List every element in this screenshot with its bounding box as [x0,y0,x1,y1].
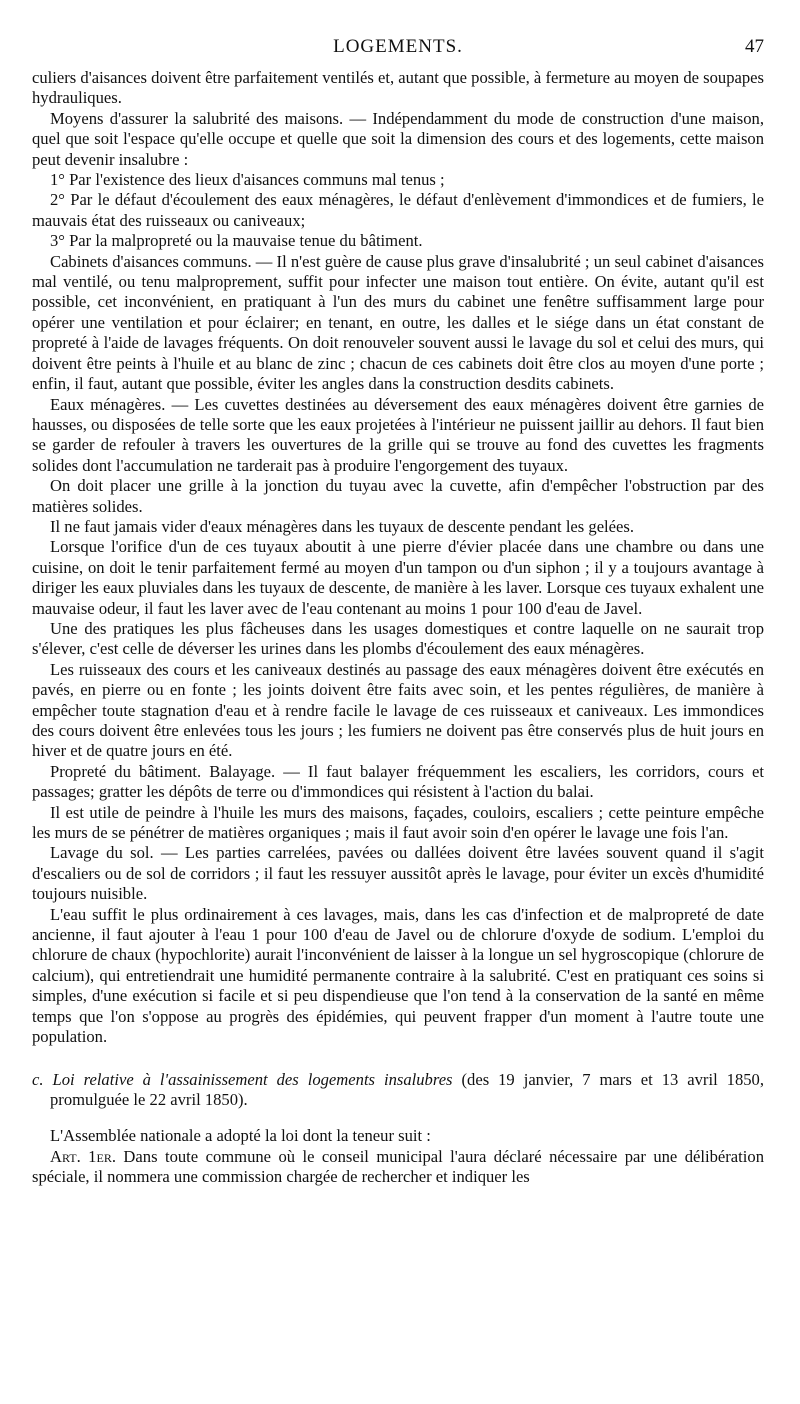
section-gap [32,1110,764,1126]
law-title [32,1070,764,1111]
law-label: c. [32,1069,44,1089]
page-header [32,36,764,68]
paragraph: 1° Par l'existence des lieux d'aisances communs mal tenus ; [50,170,445,190]
section-gap [32,1048,764,1070]
law-title-rest: (des 19 janvier, 7 mars et 13 avril 1850, promulguée le 22 avril 1850). [50,1069,764,1109]
paragraph: On doit placer une grille à la jonction du tuyau avec la cuvette, afin d'empêcher l'obstruction par des matières solides. [32,476,764,516]
paragraph: 3° Par la malpropreté ou la mauvaise tenue du bâtiment. [50,231,423,251]
paragraph: Lorsque l'orifice d'un de ces tuyaux aboutit à une pierre d'évier placée dans une chambre ou dans une cuisine, on doit le tenir parfaitement fermé au moyen d'un tampon ou d'un siphon ; il y a toujours avantage à diriger les eaux pluviales dans les tuyaux de descente, de manière à les laver. Lorsque ces tuyaux exhalent une mauvaise odeur, il faut les laver avec de l'eau contenant au moins 1 pour 100 d'eau de Javel. [32,537,764,618]
running-title: LOGEMENTS. [333,36,463,57]
paragraph: Il est utile de peindre à l'huile les murs des maisons, façades, couloirs, escaliers ; cette peinture empêche les murs de se pénétrer de matières organiques ; mais il faut avoir soin d'en opérer le lavage une fois l'an. [32,802,764,843]
paragraph: Il ne faut jamais vider d'eaux ménagères dans les tuyaux de descente pendant les gelées. [50,516,635,536]
law-title-italic: Loi relative à l'assainissement des logements insalubres [52,1069,453,1089]
paragraph: L'eau suffit le plus ordinairement à ces lavages, mais, dans les cas d'infection et de malpropreté de date ancienne, il faut ajouter à l'eau 1 pour 100 d'eau de Javel ou de chlorure d'oxyde de sodium. L'emploi du chlorure de chaux (hypochlorite) aurait l'inconvénient de laisser à la longue un sel hygroscopique (chlorure de calcium), qui entretiendrait une humidité permanente contraire à la salubrité. C'est en pratiquant ces soins si simples, d'une exécution si facile et si peu dispendieuse que l'on tend à la conservation de la santé en même temps que l'on s'oppose au progrès des épidémies, qui peuvent frapper d'un moment à l'autre toute une population. [32,904,764,1047]
article-paragraph [32,1147,764,1188]
paragraph: Cabinets d'aisances communs. — Il n'est guère de cause plus grave d'insalubrité ; un seul cabinet d'aisances mal ventilé, ou tenu malproprement, suffit pour infecter une maison tout entière. On évite, autant qu'il est possible, cet inconvénient, en pratiquant à l'un des murs du cabinet une fenêtre suffisamment large pour opérer une ventilation et pour éclairer; en tenant, en outre, les dalles et le siége dans un état constant de propreté à l'aide de lavages fréquents. On doit renouveler souvent aussi le lavage du sol et celui des murs, qui doivent être peints à l'huile et au blanc de zinc ; chacun de ces cabinets doit être clos au moyen d'une porte ; enfin, il faut, autant que possible, éviter les angles dans la construction desdits cabinets. [32,251,764,394]
paragraph: Eaux ménagères. — Les cuvettes destinées au déversement des eaux ménagères doivent être garnies de hausses, ou disposées de telle sorte que les eaux projetées à l'intérieur ne puissent jaillir au dehors. Il faut bien se garder de refouler à travers les ouvertures de la grille qui se trouve au fond des cuvettes les fragments solides dont l'accumulation ne tarderait pas à produire l'engorgement des tuyaux. [32,394,764,475]
paragraph: Lavage du sol. — Les parties carrelées, pavées ou dallées doivent être lavées souvent quand il s'agit d'escaliers ou de sol de corridors ; il faut les ressuyer aussitôt après le lavage, pour éviter un excès d'humidité toujours nuisible. [32,843,764,904]
document-page [32,36,764,1188]
article-label: Art. 1er. [50,1146,116,1166]
closing-text [32,1126,764,1187]
paragraph: culiers d'aisances doivent être parfaitement ventilés et, autant que possible, à fermeture au moyen de soupapes hydrauliques. [32,68,764,108]
paragraph: Propreté du bâtiment. Balayage. — Il faut balayer fréquemment les escaliers, les corridors, cours et passages; gratter les dépôts de terre ou d'immondices qui résistent à l'action du balai. [32,761,764,802]
page-number: 47 [745,36,764,57]
paragraph: Les ruisseaux des cours et les caniveaux destinés au passage des eaux ménagères doivent être exécutés en pavés, en pierre ou en fonte ; les joints doivent être faits avec soin, et les pentes régulières, de manière à empêcher toute stagnation d'eau et à rendre facile le lavage de ces ruisseaux et caniveaux. Les immondices des cours doivent être enlevées tous les jours ; les fumiers ne doivent pas être conservés plus de huit jours en hiver et de quatre jours en été. [32,659,764,761]
paragraph: Une des pratiques les plus fâcheuses dans les usages domestiques et contre laquelle on ne saurait trop s'élever, c'est celle de déverser les urines dans les plombs d'écoulement des eaux ménagères. [32,618,764,659]
paragraph: 2° Par le défaut d'écoulement des eaux ménagères, le défaut d'enlèvement d'immondices et de fumiers, le mauvais état des ruisseaux ou caniveaux; [32,190,764,230]
body-text [32,68,764,1048]
paragraph: Moyens d'assurer la salubrité des maisons. — Indépendamment du mode de construction d'une maison, quel que soit l'espace qu'elle occupe et quelle que soit la dimension des cours et des logements, cette maison peut devenir insalubre : [32,108,764,169]
article-text: Dans toute commune où le conseil municipal l'aura déclaré nécessaire par une délibération spéciale, il nommera une commission chargée de rechercher et indiquer les [32,1146,764,1187]
paragraph: L'Assemblée nationale a adopté la loi dont la teneur suit : [50,1126,431,1146]
